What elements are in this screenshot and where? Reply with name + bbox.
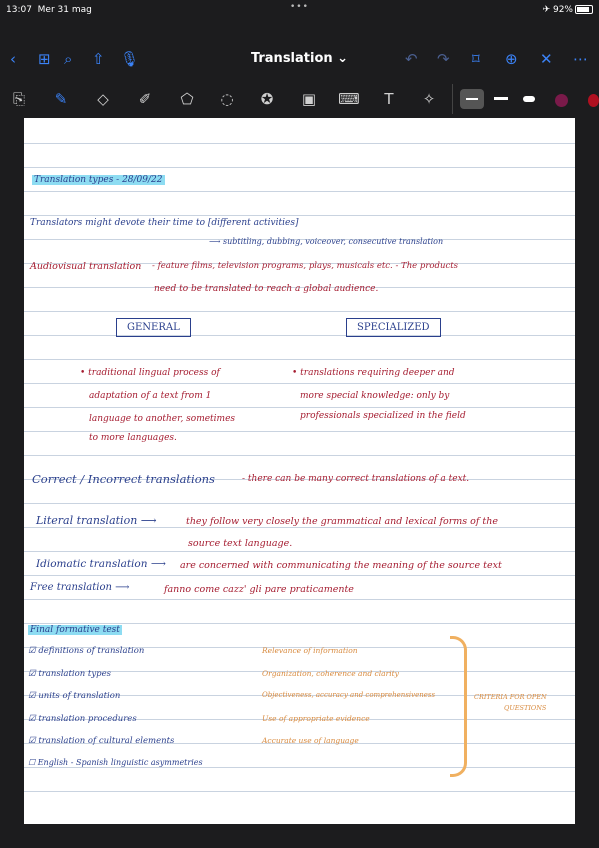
note-line-2b: - feature films, television programs, plays, musicals etc. - The products [152,261,458,271]
color-swatch-red[interactable] [588,94,599,107]
note-line-1b: ⟶ subtitling, dubbing, voiceover, consecutive translation [209,237,444,246]
redo-icon[interactable]: ↷ [437,50,450,68]
box-specialized: SPECIALIZED [346,318,441,337]
laser-icon[interactable]: ✧ [422,90,436,108]
criteria-item: Use of appropriate evidence [262,714,370,723]
general-line-3: language to another, sometimes [89,414,236,424]
box-general: GENERAL [116,318,191,337]
general-line-4: to more languages. [89,433,177,443]
pen-icon[interactable]: ✎ [54,90,68,108]
final-test-heading: Final formative test [30,625,120,635]
status-bar [0,0,599,20]
undo-icon[interactable]: ↶ [405,50,418,68]
criteria-label-2: QUESTIONS [504,704,547,712]
stroke-thick-icon[interactable] [523,96,535,102]
criteria-item: Accurate use of language [262,736,359,745]
more-icon[interactable]: ⋯ [573,50,588,68]
status-time: 13:07 Mer 31 mag [6,5,92,15]
top-toolbar [0,44,599,74]
criteria-item: Objectiveness, accuracy and comprehensiveness [262,691,436,699]
literal-label: Literal translation ⟶ [36,514,157,527]
free-label: Free translation ⟶ [30,582,130,593]
checklist-item: ☐ English - Spanish linguistic asymmetries [28,758,203,767]
close-icon[interactable]: ✕ [540,50,553,68]
search-icon[interactable]: ⌕ [64,50,73,68]
stroke-thin-icon [466,98,478,100]
battery-icon [575,5,593,14]
highlighter-icon[interactable]: ✐ [138,90,152,108]
lasso-icon[interactable]: ◌ [220,90,234,108]
specialized-line-1: • translations requiring deeper and [292,368,455,378]
share-icon[interactable]: ⇧ [92,50,105,68]
drawing-toolbar [0,84,599,114]
idiomatic-text: are concerned with communicating the meaning of the source text [180,560,502,571]
image-icon[interactable]: ▣ [301,90,317,108]
checklist-item: ☑ units of translation [28,691,121,701]
checklist-item: ☑ translation procedures [28,714,137,724]
note-line-2a: Audiovisual translation [30,261,142,272]
correct-incorrect-text: - there can be many correct translations of a text. [242,474,470,484]
orange-curly-bracket [450,636,467,777]
color-swatch-purple[interactable] [555,94,568,107]
general-line-2: adaptation of a text from 1 [89,391,212,401]
sticker-icon[interactable]: ✪ [260,90,274,108]
bookmark-icon[interactable]: ⌑ [472,50,480,68]
specialized-line-2: more special knowledge: only by [300,391,450,401]
eraser-icon[interactable]: ◇ [97,90,109,108]
lasso-read-icon[interactable]: ⎘ [12,90,25,108]
idiomatic-label: Idiomatic translation ⟶ [36,558,166,570]
document-title[interactable]: Translation ⌄ [250,51,349,66]
status-right: ✈ 92% [543,5,593,15]
microphone-icon[interactable]: 🎙 [120,50,140,68]
multitask-dots[interactable]: ••• [290,2,309,12]
text-icon[interactable]: T [384,90,394,108]
keyboard-icon[interactable]: ⌨ [338,90,360,108]
bottom-bar [0,824,599,848]
back-icon[interactable]: ‹ [10,50,16,68]
battery-percent: 92% [552,5,573,15]
criteria-label-1: CRITERIA FOR OPEN [474,693,547,701]
criteria-item: Relevance of information [262,646,358,655]
specialized-line-3: professionals specialized in the field [300,411,466,421]
criteria-item: Organization, coherence and clarity [262,669,399,678]
literal-text-2: source text language. [188,538,293,549]
toolbar-divider [452,84,453,114]
general-line-1: • traditional lingual process of [80,368,220,378]
add-page-icon[interactable]: ⊕ [505,50,518,68]
note-heading: Translation types - 28/09/22 [34,175,163,185]
grid-icon[interactable]: ⊞ [38,50,51,68]
checklist-item: ☑ translation of cultural elements [28,736,175,746]
checklist-item: ☑ translation types [28,669,111,679]
literal-text: they follow very closely the grammatical and lexical forms of the [186,516,498,527]
stroke-medium-icon[interactable] [494,97,508,100]
free-text: fanno come cazz' gli pare praticamente [164,584,354,595]
shape-icon[interactable]: ⬠ [180,90,194,108]
correct-incorrect-label: Correct / Incorrect translations [32,472,215,486]
notebook-page[interactable] [24,118,575,824]
checklist-item: ☑ definitions of translation [28,646,145,656]
note-line-1: Translators might devote their time to [different activities] [30,218,299,228]
note-line-2c: need to be translated to reach a global audience. [154,284,379,294]
